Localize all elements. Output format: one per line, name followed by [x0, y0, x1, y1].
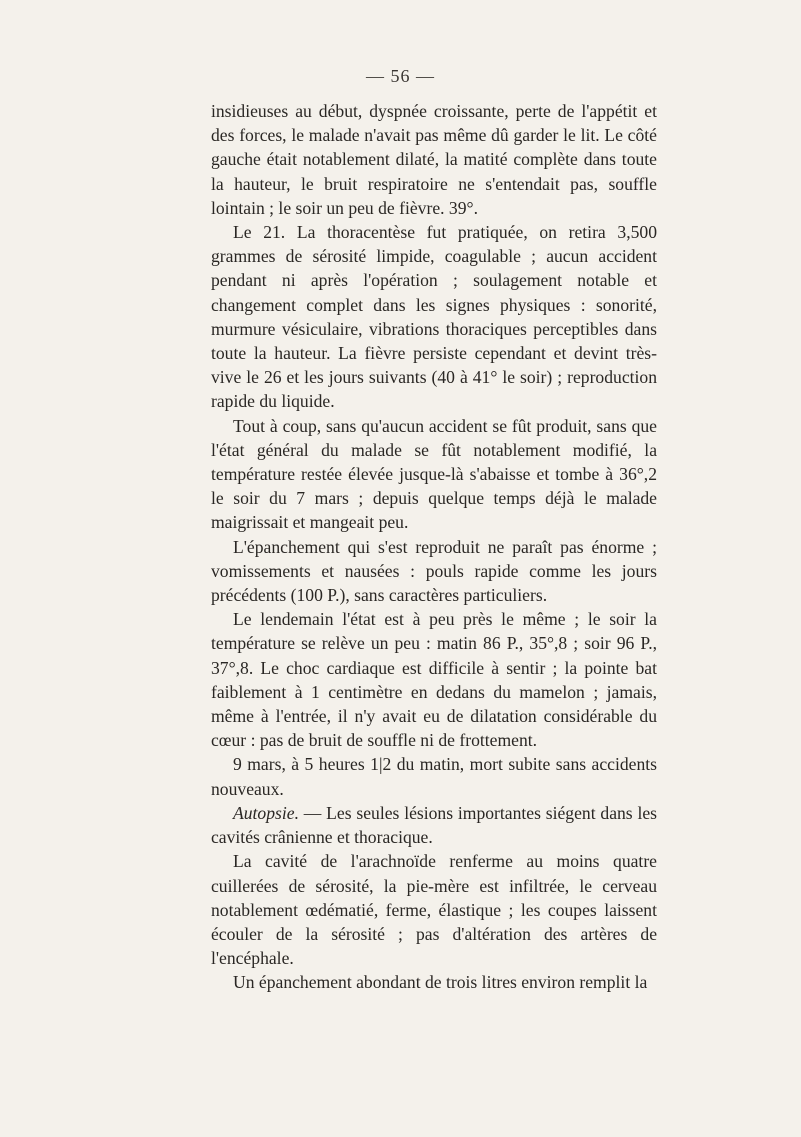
- paragraph-3: Tout à coup, sans qu'aucun accident se fût produit, sans que l'état général du malade se fût notablement modifié, la température restée élevée jusque-là s'abaisse et tombe à 36°,2 le soir du 7 mars ; depuis quelque temps déjà le malade maigrissait et mangeait peu.: [211, 415, 657, 533]
- autopsy-paragraph: [211, 801, 657, 849]
- paragraph-5: Le lendemain l'état est à peu près le même ; le soir la température se relève un peu : matin 86 P., 35°,8 ; soir 96 P., 37°,8. Le choc cardiaque est difficile à sentir ; la pointe bat faiblement à 1 centimètre en dedans du mamelon ; jamais, même à l'entrée, il n'y avait eu de dilatation considérable du cœur : pas de bruit de souffle ni de frottement.: [211, 609, 657, 751]
- autopsy-text: — Les seules lésions importantes siégent dans les cavités crânienne et thoracique.: [211, 802, 657, 848]
- page-number: — 56 —: [366, 66, 435, 86]
- paragraph-2: Le 21. La thoracentèse fut pratiquée, on retira 3,500 grammes de sérosité limpide, coagulable ; aucun accident pendant ni après l'opération ; soulagement notable et changement complet dans les signes physiques : sonorité, murmure vésiculaire, vibrations thoraciques perceptibles dans toute la hauteur. La fièvre persiste cependant et devint très-vive le 26 et les jours suivants (40 à 41° le soir) ; reproduction rapide du liquide.: [211, 222, 657, 412]
- paragraph-8: La cavité de l'arachnoïde renferme au moins quatre cuillerées de sérosité, la pie-mère est infiltrée, le cerveau notablement œdématié, ferme, élastique ; les coupes laissent écouler de la sérosité ; pas d'altération des artères de l'encéphale.: [211, 851, 657, 969]
- paragraph-4: L'épanchement qui s'est reproduit ne paraît pas énorme ; vomissements et nausées : pouls rapide comme les jours précédents (100 P.), sans caractères particuliers.: [211, 536, 657, 606]
- paragraph-9: Un épanchement abondant de trois litres environ remplit la: [233, 972, 648, 993]
- paragraph-1: insidieuses au début, dyspnée croissante, perte de l'appétit et des forces, le malade n'avait pas même dû garder le lit. Le côté gauche était notablement dilaté, la matité complète dans toute la hauteur, le bruit respiratoire ne s'entendait pas, souffle lointain ; le soir un peu de fièvre. 39°.: [211, 101, 657, 218]
- paragraph-6: 9 mars, à 5 heures 1|2 du matin, mort subite sans accidents nouveaux.: [211, 754, 657, 799]
- autopsy-heading: Autopsie.: [233, 802, 299, 823]
- body-text: [211, 99, 657, 995]
